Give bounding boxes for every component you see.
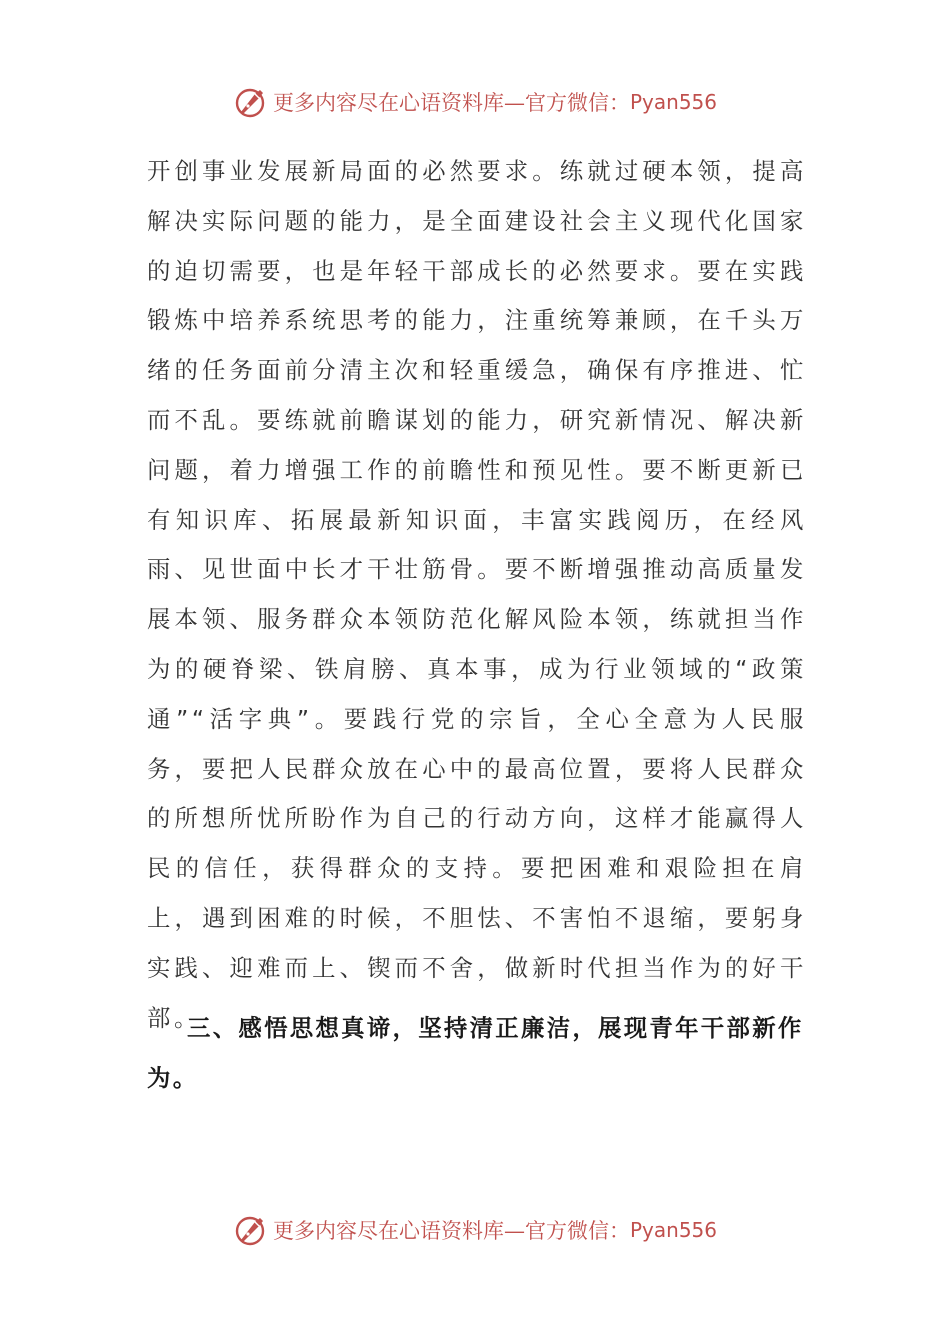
body-paragraph: 开创事业发展新局面的必然要求。练就过硬本领，提高解决实际问题的能力，是全面建设社会主义现代化国家的迫切需要，也是年轻干部成长的必然要求。要在实践锻炼中培养系统思考的能力，注重统筹兼顾，在千头万绪的任务面前分清主次和轻重缓急，确保有序推进、忙而不乱。要练就前瞻谋划的能力，研究新情况、解决新问题，着力增强工作的前瞻性和预见性。要不断更新已有知识库、拓展最新知识面，丰富实践阅历，在经风雨、见世面中长才干壮筋骨。要不断增强推动高质量发展本领、服务群众本领防范化解风险本领，练就担当作为的硬脊梁、铁肩膀、真本事，成为行业领域的“政策通”“活字典”。要践行党的宗旨，全心全意为人民服务，要把人民群众放在心中的最高位置，要将人民群众的所想所忧所盼作为自己的行动方向，这样才能赢得人民的信任，获得群众的支持。要把困难和艰险担在肩上，遇到困难的时候，不胆怯、不害怕不退缩，要躬身实践、迎难而上、锲而不舍，做新时代担当作为的好干部。	[147, 157, 807, 1032]
pen-nib-circle-icon	[233, 84, 269, 120]
section-heading: 三、感悟思想真谛，坚持清正廉洁，展现青年干部新作为。	[147, 1014, 804, 1092]
header-banner	[0, 82, 950, 122]
header-banner-text: 更多内容尽在心语资料库—官方微信：	[272, 91, 630, 115]
footer-banner	[0, 1210, 950, 1250]
footer-banner-text: 更多内容尽在心语资料库—官方微信：	[272, 1219, 630, 1243]
header-wechat-id: Pyan556	[629, 90, 717, 114]
footer-wechat-id: Pyan556	[629, 1218, 717, 1242]
body-paragraph-block	[147, 147, 807, 1043]
pen-nib-circle-icon	[233, 1212, 269, 1248]
